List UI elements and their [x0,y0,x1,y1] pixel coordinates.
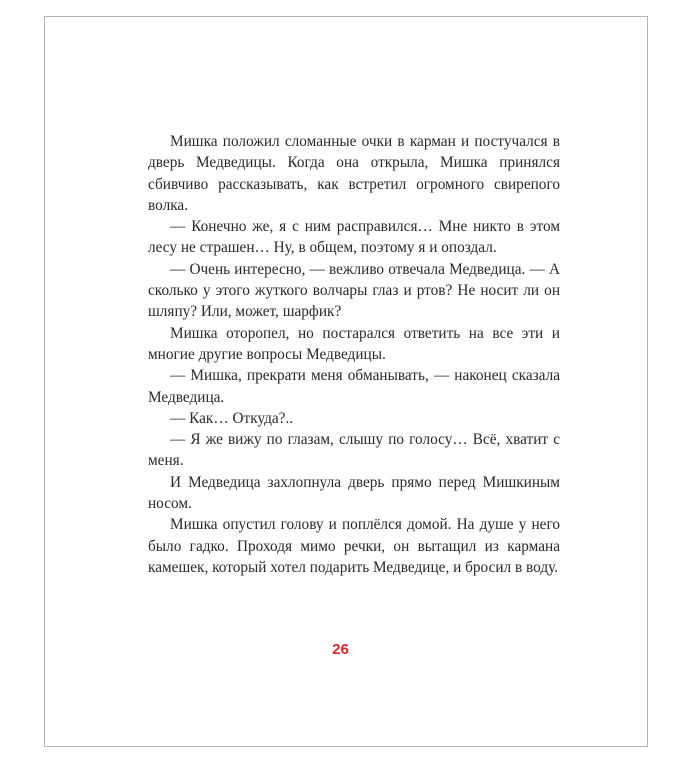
paragraph: И Медведица захлопнула дверь прямо перед Мишкиным носом. [148,473,560,513]
page-number: 26 [332,641,349,658]
paragraph: Мишка оторопел, но постарался ответить на все эти и многие другие вопросы Медведицы. [148,324,560,363]
paragraph: Мишка положил сломанные очки в карман и постучался в дверь Медведицы. Когда она открыла, Мишка принялся сбивчиво рассказывать, как встретил огромного свирепого волка. [148,133,560,214]
paragraph: — Мишка, прекрати меня обманывать, — наконец сказала Медведица. [148,367,560,406]
paragraph: — Конечно же, я с ним расправился… Мне никто в этом лесу не страшен… Ну, в общем, поэтому я и опоздал. [148,218,560,257]
paragraph: — Я же вижу по глазам, слышу по голосу… Всё, хватит с меня. [148,431,560,470]
paragraph: Мишка опустил голову и поплёлся домой. На душе у него было гадко. Проходя мимо речки, он вытащил из кармана камешек, который хотел подарить Медведице, и бросил в воду. [148,516,560,576]
paragraph: — Как… Откуда?.. [170,409,294,427]
page-text [148,131,560,578]
paragraph: — Очень интересно, — вежливо отвечала Медведица. — А сколько у этого жуткого волчары глаз и ртов? Не носит ли он шляпу? Или, может, шарфик? [148,260,560,321]
